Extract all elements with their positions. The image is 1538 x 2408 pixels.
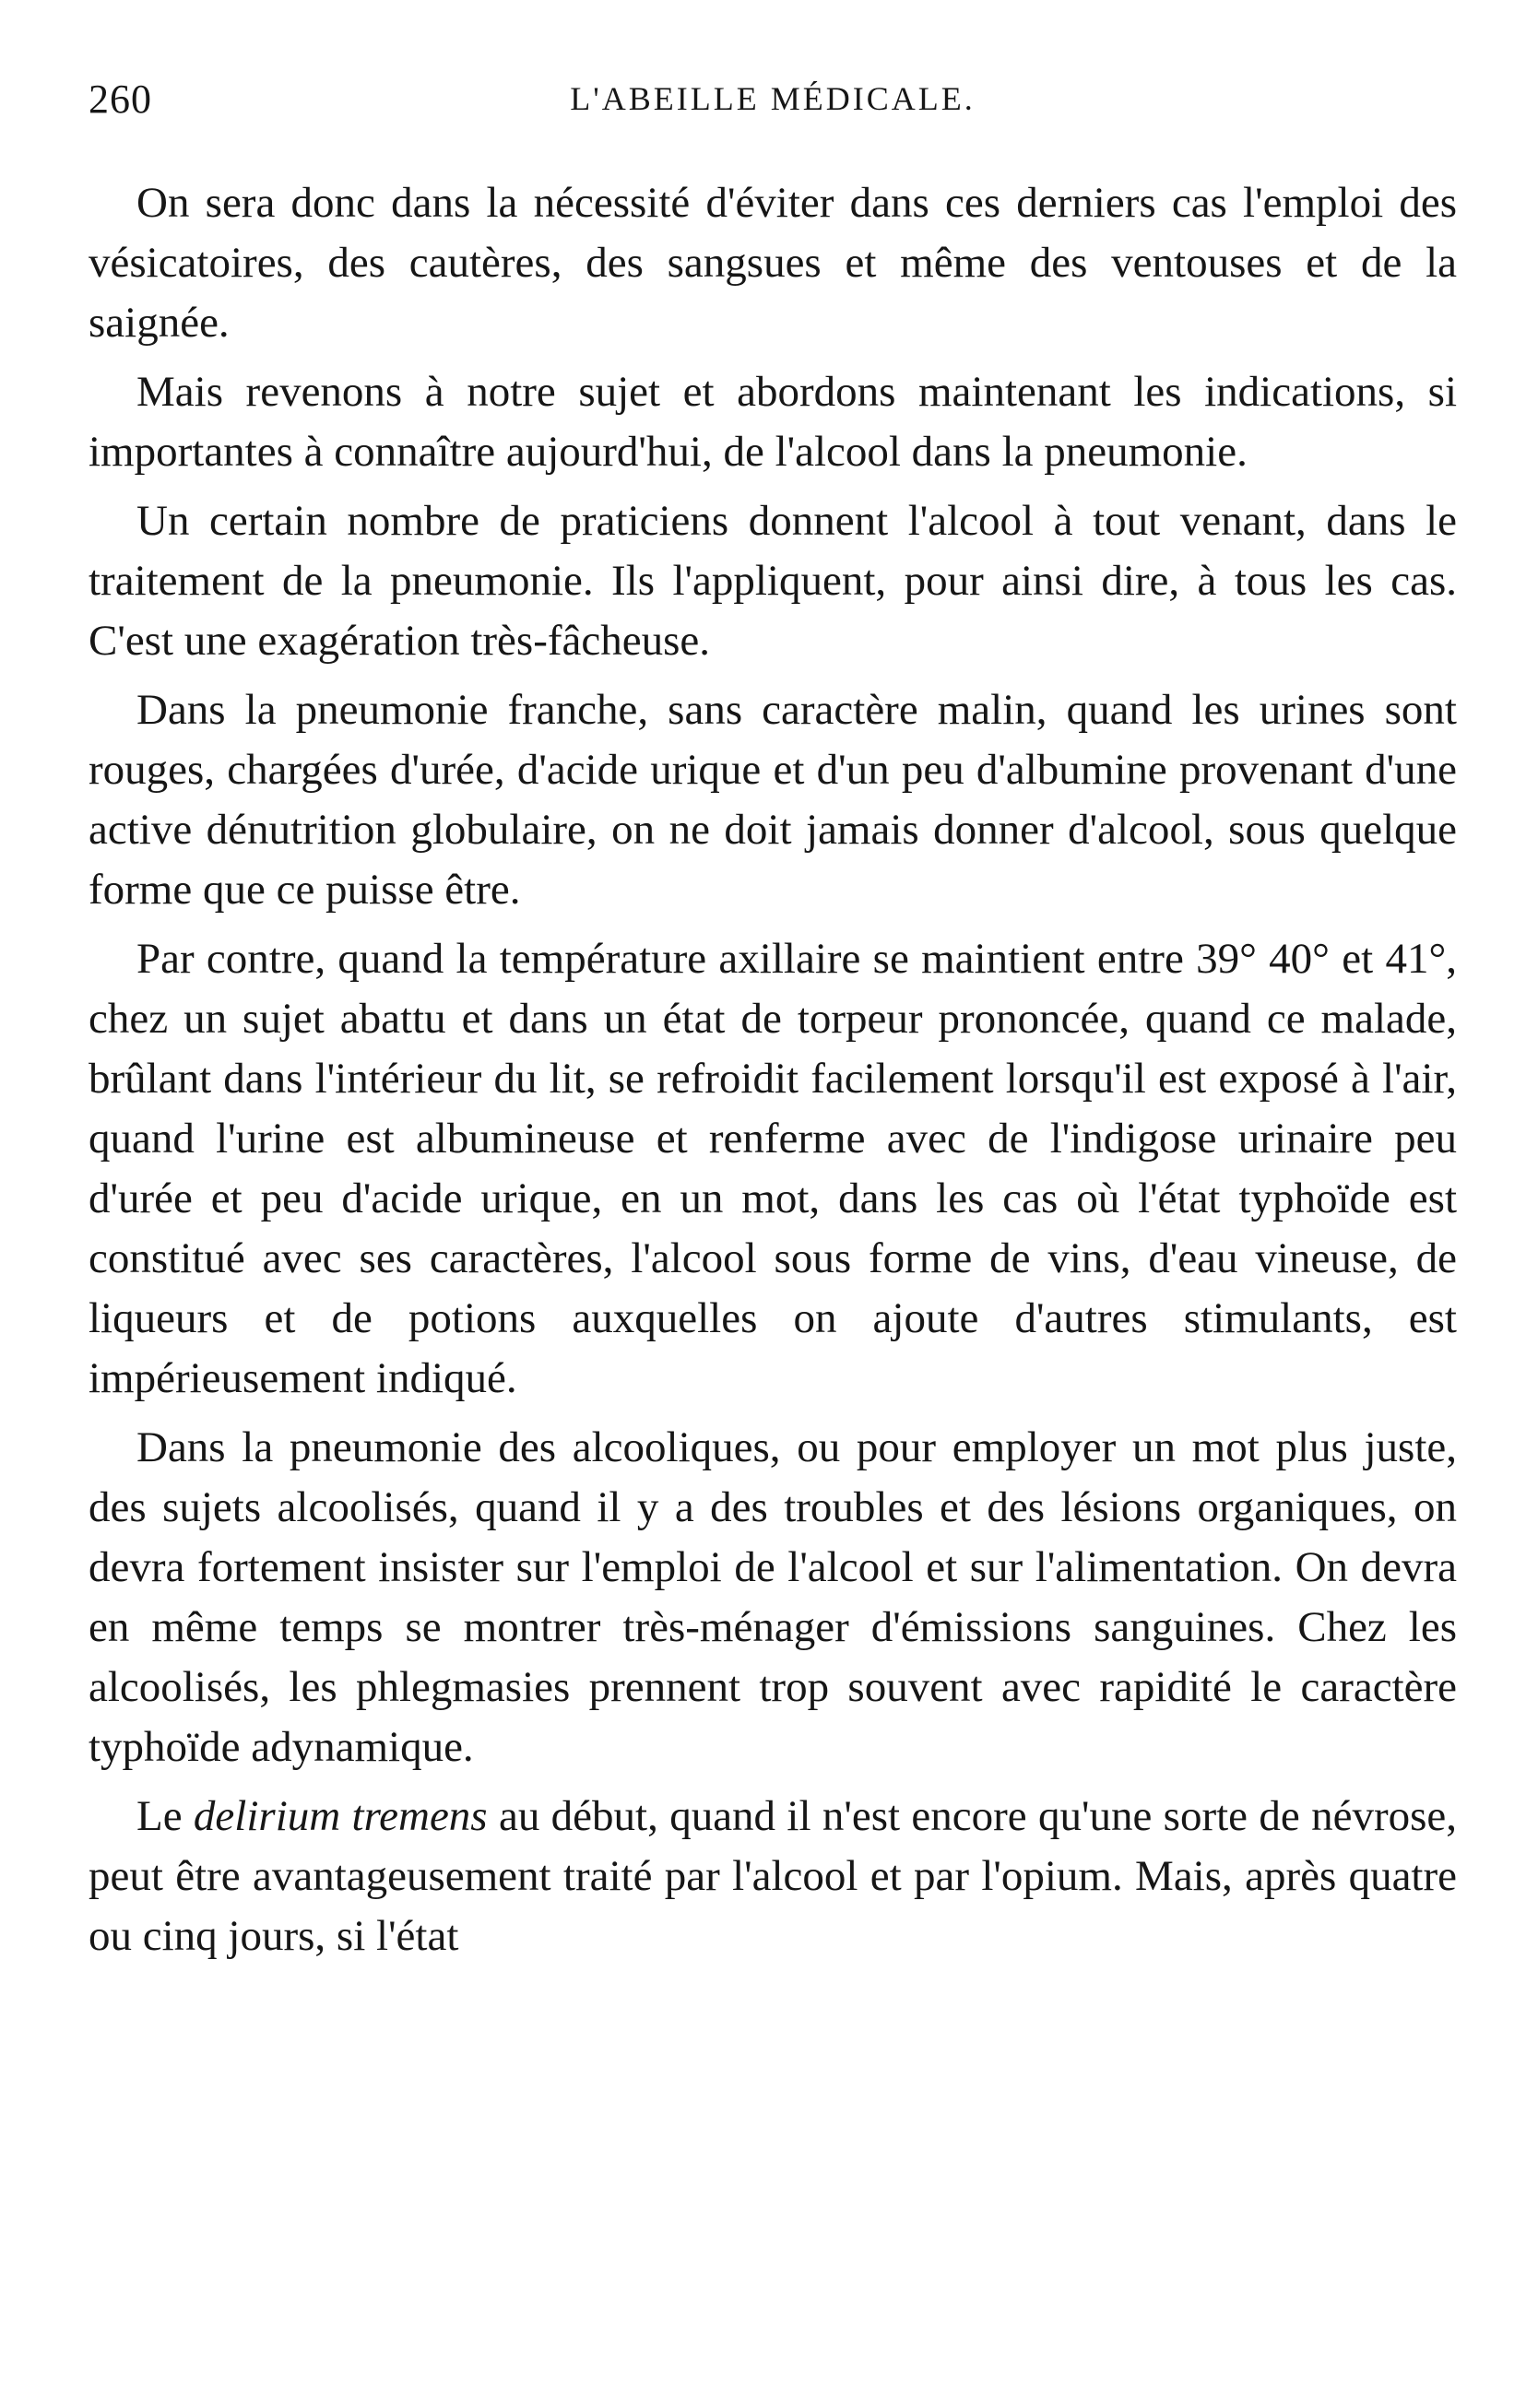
paragraph-pneumonie-franche: Dans la pneumonie franche, sans caractère malin, quand les urines sont rouges, chargées d'urée, d'acide urique et d'un peu d'albumine provenant d'une active dénutrition globulaire, on ne doit jamais donner d'alcool, sous quelque forme que ce puisse être. xyxy=(89,686,1457,914)
paragraph-delirium xyxy=(89,1787,1457,1966)
paragraph-praticiens: Un certain nombre de praticiens donnent l'alcool à tout venant, dans le traitement de la pneumonie. Ils l'appliquent, pour ainsi dire, à tous les cas. C'est une exagération très-fâcheuse. xyxy=(89,497,1457,665)
book-page xyxy=(89,76,1457,2380)
paragraph-vesicatoires: On sera donc dans la nécessité d'éviter dans ces derniers cas l'emploi des vésicatoires, des cautères, des sangsues et même des ventouses et de la saignée. xyxy=(89,179,1457,347)
running-title: L'ABEILLE MÉDICALE. xyxy=(570,80,976,117)
paragraph-delirium-lead: Le xyxy=(136,1792,194,1840)
paragraph-indications: Mais revenons à notre sujet et abordons maintenant les indications, si importantes à connaître aujourd'hui, de l'alcool dans la pneumonie. xyxy=(89,368,1457,476)
paragraph-delirium-text: au début, quand il n'est encore qu'une sorte de névrose, peut être avantageusement traité par l'alcool et par l'opium. Mais, après quatre ou cinq jours, si l'état xyxy=(89,1792,1457,1960)
paragraph-delirium-italic: delirium tremens xyxy=(193,1792,488,1840)
paragraph-temperature: Par contre, quand la température axillaire se maintient entre 39° 40° et 41°, chez un sujet abattu et dans un état de torpeur prononcée, quand ce malade, brûlant dans l'intérieur du lit, se refroidit facilement lorsqu'il est exposé à l'air, quand l'urine est albumineuse et renferme avec de l'indigose urinaire peu d'urée et peu d'acide urique, en un mot, dans les cas où l'état typhoïde est constitué avec ses caractères, l'alcool sous forme de vins, d'eau vineuse, de liqueurs et de potions auxquelles on ajoute d'autres stimulants, est impérieusement indiqué. xyxy=(89,935,1457,1402)
paragraph-alcooliques: Dans la pneumonie des alcooliques, ou pour employer un mot plus juste, des sujets alcoolisés, quand il y a des troubles et des lésions organiques, on devra fortement insister sur l'emploi de l'alcool et sur l'alimentation. On devra en même temps se montrer très-ménager d'émissions sanguines. Chez les alcoolisés, les phlegmasies prennent trop souvent avec rapidité le caractère typhoïde adynamique. xyxy=(89,1423,1457,1771)
running-head xyxy=(89,76,1457,149)
page-number: 260 xyxy=(89,77,152,122)
body-text xyxy=(89,173,1457,1966)
